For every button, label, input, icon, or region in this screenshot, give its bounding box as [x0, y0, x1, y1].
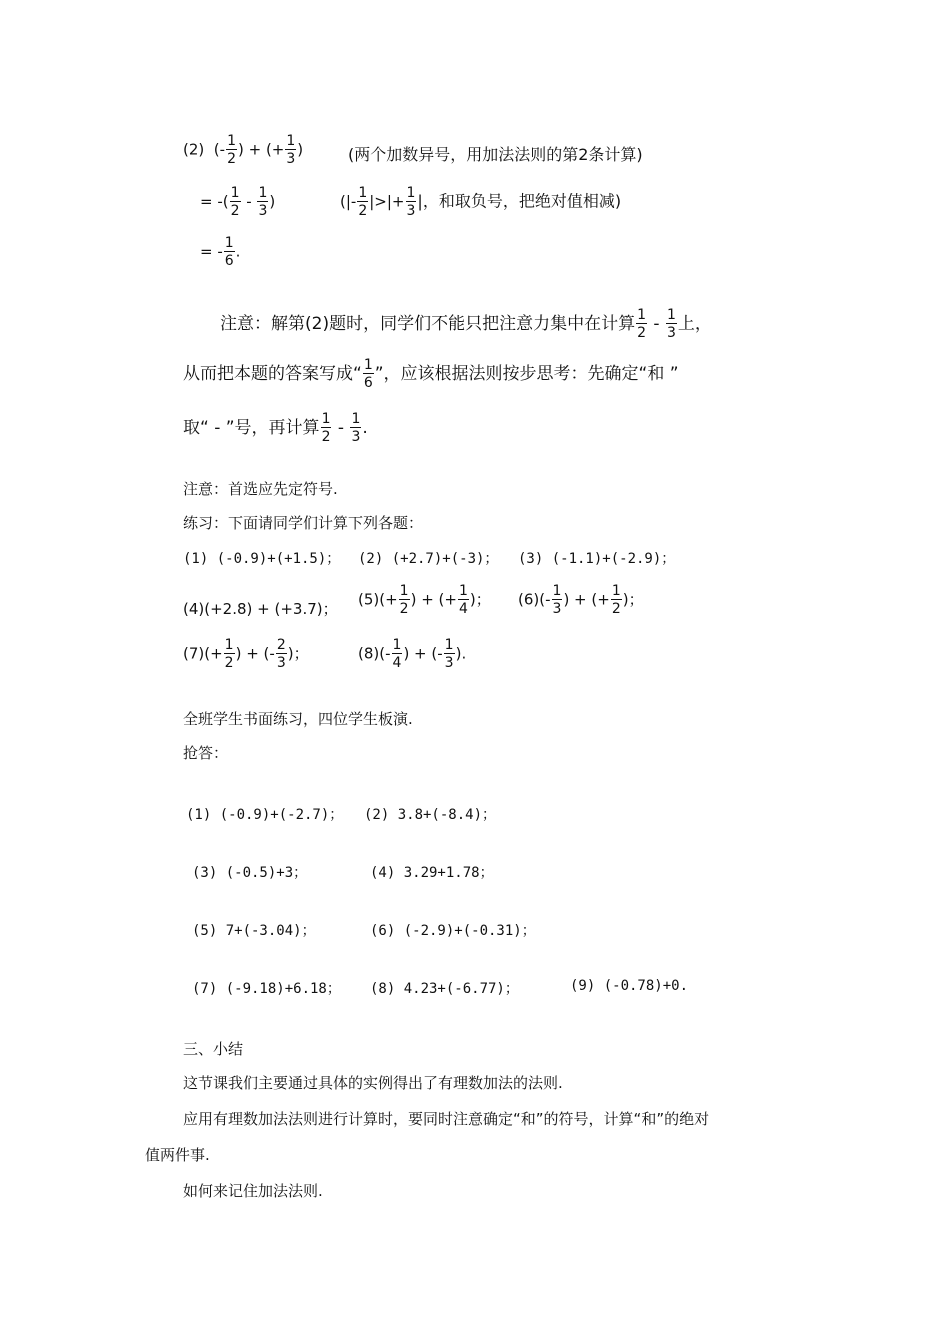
- quick-8: (8) 4.23+(-6.77)；: [370, 981, 519, 997]
- quick-9: (9) (-0.78)+0.: [570, 978, 689, 994]
- summary-p2-line2: 值两件事.: [145, 1146, 210, 1164]
- note-para-line2: 从而把本题的答案写成“ $\frac{1}{6}$ ”，应该根据法则按步思考：先确定“和 ”: [183, 357, 679, 391]
- note-para-line1: 注意：解第(2)题时，同学们不能只把注意力集中在计算 $\frac{1}{2}$ - $\frac{1}{3}$ 上，: [220, 307, 712, 341]
- summary-p1: 这节课我们主要通过具体的实例得出了有理数加法的法则.: [183, 1074, 563, 1092]
- exercise-3: (3) (-1.1)+(-2.9)；: [518, 551, 676, 567]
- fraction: $\frac{1}{2}$: [230, 185, 240, 219]
- fraction: $\frac{1}{2}$: [637, 307, 647, 341]
- fraction: $\frac{1}{3}$: [666, 307, 676, 341]
- fraction: $\frac{1}{3}$: [444, 637, 454, 671]
- example2-line1: (2) (- $\frac{1}{2}$ ) + (+ $\frac{1}{3}$ ): [183, 133, 304, 167]
- example2-line2: = -( $\frac{1}{2}$ - $\frac{1}{3}$ ): [200, 185, 276, 219]
- summary-p2-line1: 应用有理数加法法则进行计算时，要同时注意确定“和”的符号，计算“和”的绝对: [183, 1110, 710, 1128]
- fraction: $\frac{1}{3}$: [258, 185, 268, 219]
- fraction: $\frac{1}{2}$: [611, 583, 621, 617]
- fraction: $\frac{1}{2}$: [224, 637, 234, 671]
- fraction: $\frac{1}{2}$: [227, 133, 236, 167]
- fraction: $\frac{1}{3}$: [552, 583, 562, 617]
- class-practice: 全班学生书面练习，四位学生板演.: [183, 710, 413, 728]
- quick-1: (1) (-0.9)+(-2.7)；: [186, 807, 344, 823]
- example2-note1: (两个加数异号，用加法法则的第2条计算): [348, 145, 643, 164]
- quick-3: (3) (-0.5)+3；: [192, 865, 308, 881]
- exercise-6: (6)(- $\frac{1}{3}$ ) + (+ $\frac{1}{2}$ )；: [518, 583, 644, 617]
- example-label: (2): [183, 140, 205, 159]
- quick-4: (4) 3.29+1.78；: [370, 865, 494, 881]
- example2-line3: = - $\frac{1}{6}$ .: [200, 235, 241, 269]
- quick-5: (5) 7+(-3.04)；: [192, 923, 316, 939]
- exercise-5: (5)(+ $\frac{1}{2}$ ) + (+ $\frac{1}{4}$ )；: [358, 583, 491, 617]
- exercise-1: (1) (-0.9)+(+1.5)；: [183, 551, 341, 567]
- note-sign: 注意：首选应先定符号.: [183, 480, 338, 498]
- fraction: $\frac{1}{6}$: [363, 357, 373, 391]
- fraction: $\frac{1}{2}$: [399, 583, 409, 617]
- fraction: $\frac{1}{2}$: [321, 411, 331, 445]
- quick-7: (7) (-9.18)+6.18；: [192, 981, 341, 997]
- fraction: $\frac{1}{6}$: [224, 235, 234, 269]
- exercise-title: 练习：下面请同学们计算下列各题：: [183, 514, 424, 532]
- fraction: $\frac{2}{3}$: [276, 637, 286, 671]
- quick-6: (6) (-2.9)+(-0.31)；: [370, 923, 536, 939]
- exercise-7: (7)(+ $\frac{1}{2}$ ) + (- $\frac{2}{3}$ )；: [183, 637, 309, 671]
- exercise-8: (8)(- $\frac{1}{4}$ ) + (- $\frac{1}{3}$ ).: [358, 637, 467, 671]
- fraction: $\frac{1}{3}$: [286, 133, 296, 167]
- fraction: $\frac{1}{4}$: [458, 583, 468, 617]
- quick-2: (2) 3.8+(-8.4)；: [364, 807, 497, 823]
- summary-heading: 三、小结: [183, 1040, 244, 1058]
- quick-answer-title: 抢答：: [183, 744, 229, 762]
- exercise-2: (2) (+2.7)+(-3)；: [358, 551, 499, 567]
- fraction: $\frac{1}{3}$: [406, 185, 416, 219]
- summary-p3: 如何来记住加法法则.: [183, 1182, 323, 1200]
- fraction: $\frac{1}{2}$: [358, 185, 368, 219]
- fraction: $\frac{1}{3}$: [351, 411, 361, 445]
- example2-note2: (|- $\frac{1}{2}$ |>|+ $\frac{1}{3}$ |，和取负号，把绝对值相减): [340, 185, 622, 219]
- fraction: $\frac{1}{4}$: [392, 637, 402, 671]
- note-para-line3: 取“ - ”号，再计算 $\frac{1}{2}$ - $\frac{1}{3}$ .: [183, 411, 368, 445]
- exercise-4: (4)(+2.8) + (+3.7)；: [183, 600, 338, 618]
